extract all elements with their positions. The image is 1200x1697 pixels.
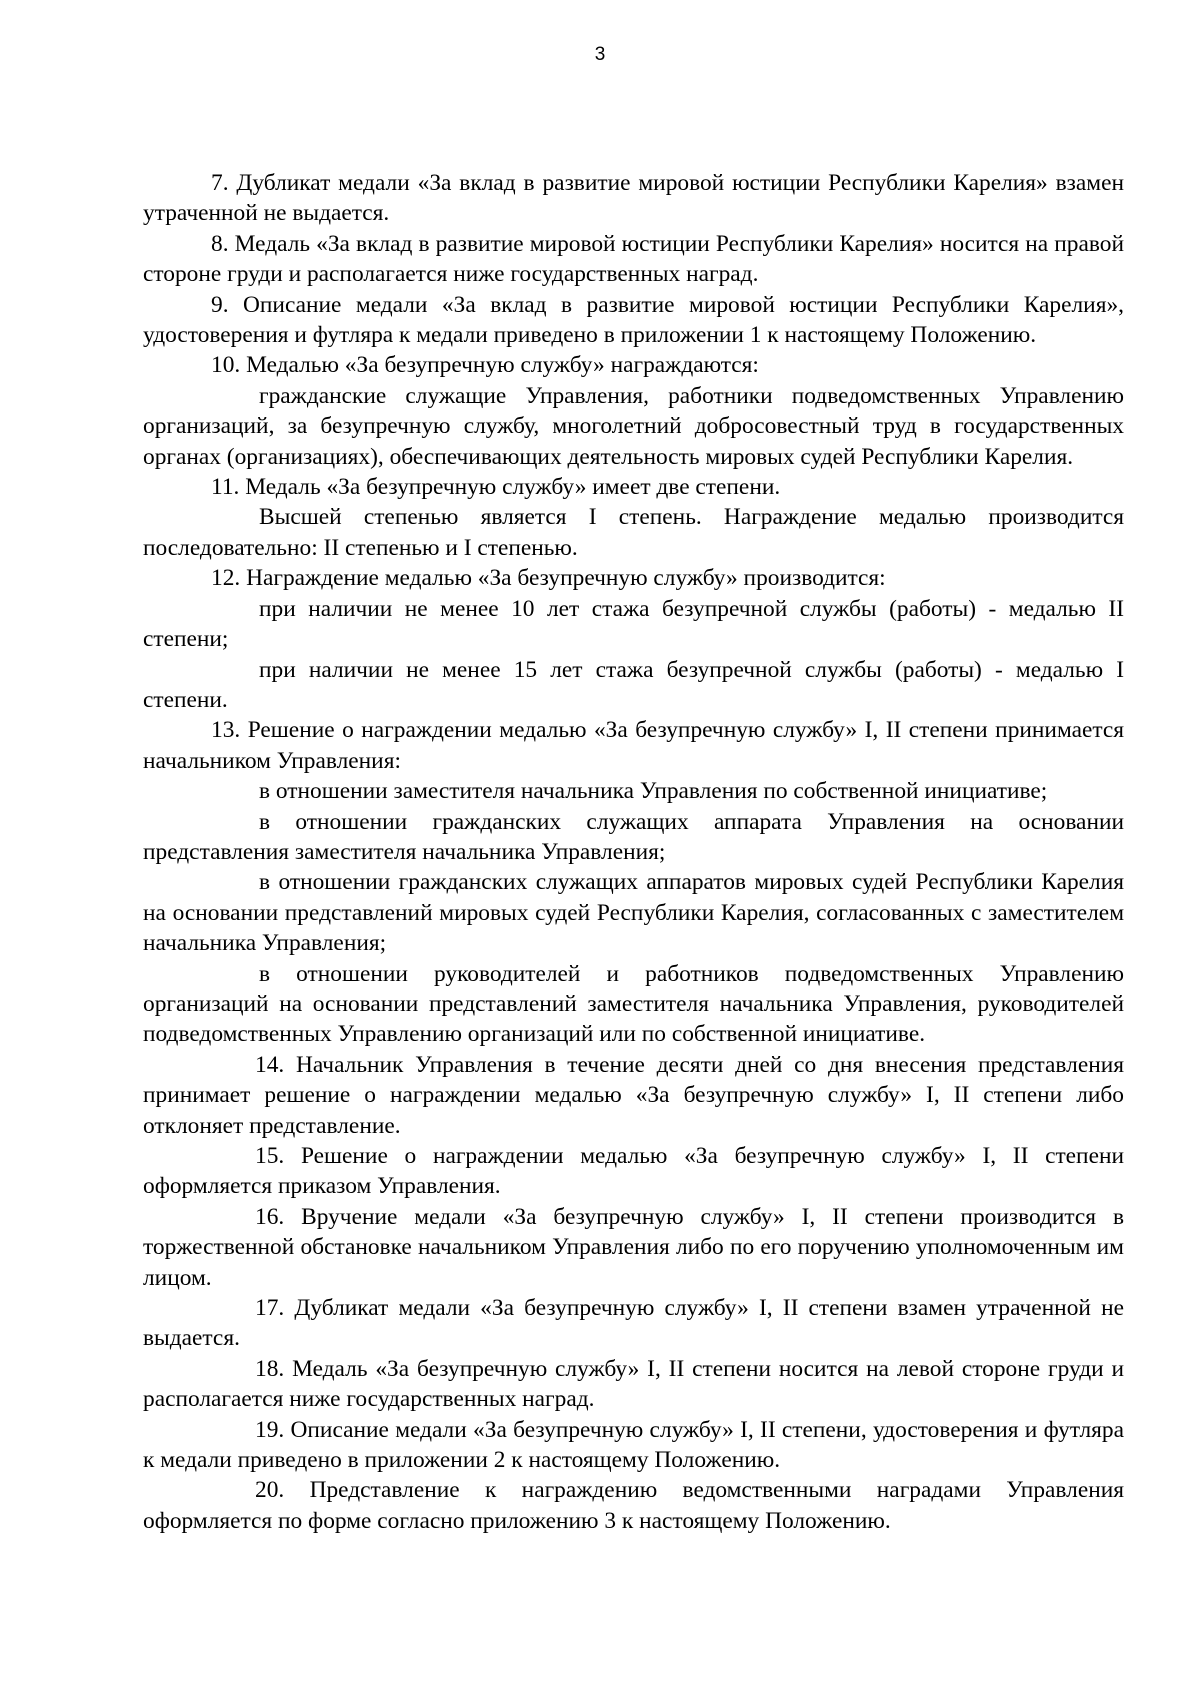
- paragraph-12-case-1: при наличии не менее 10 лет стажа безупречной службы (работы) - медалью II степени;: [143, 595, 1124, 653]
- page-number: 3: [594, 44, 606, 65]
- paragraph-19: 19. Описание медали «За безупречную службу» I, II степени, удостоверения и футляра к медали приведено в приложении 2 к настоящему Положению.: [143, 1416, 1124, 1474]
- paragraph-13-case-1: в отношении заместителя начальника Управления по собственной инициативе;: [259, 778, 1048, 805]
- paragraph-18: 18. Медаль «За безупречную службу» I, II степени носится на левой стороне груди и располагается ниже государственных наград.: [143, 1355, 1124, 1413]
- paragraph-9: 9. Описание медали «За вклад в развитие мировой юстиции Республики Карелия», удостоверения и футляра к медали приведено в приложении 1 к настоящему Положению.: [143, 291, 1124, 349]
- paragraph-11-text: Высшей степенью является I степень. Награждение медалью производится последовательно: II степенью и I степенью.: [143, 504, 1124, 561]
- paragraph-15: 15. Решение о награждении медалью «За безупречную службу» I, II степени оформляется приказом Управления.: [143, 1143, 1124, 1200]
- paragraph-10-text: гражданские служащие Управления, работники подведомственных Управлению организаций, за безупречную службу, многолетний добросовестный труд в государственных органах (организациях), обеспечивающих деятельность мировых судей Республики Карелия.: [143, 382, 1124, 470]
- paragraph-20: 20. Представление к награждению ведомственными наградами Управления оформляется по форме согласно приложению 3 к настоящему Положению.: [143, 1477, 1124, 1534]
- paragraph-10: 10. Медалью «За безупречную службу» награждаются:: [211, 352, 759, 379]
- paragraph-16: 16. Вручение медали «За безупречную службу» I, II степени производится в торжественной обстановке начальником Управления либо по его поручению уполномоченным им лицом.: [143, 1203, 1124, 1291]
- paragraph-13-case-3: в отношении гражданских служащих аппаратов мировых судей Республики Карелия на основании представлений мировых судей Республики Карелия, согласованных с заместителем начальника Управления;: [143, 869, 1124, 957]
- paragraph-14: 14. Начальник Управления в течение десяти дней со дня внесения представления принимает решение о награждении медалью «За безупречную службу» I, II степени либо отклоняет представление.: [143, 1051, 1124, 1139]
- paragraph-12-case-2: при наличии не менее 15 лет стажа безупречной службы (работы) - медалью I степени.: [143, 656, 1124, 713]
- paragraph-13-case-2: в отношении гражданских служащих аппарата Управления на основании представления заместителя начальника Управления;: [143, 808, 1124, 865]
- paragraph-13-case-4: в отношении руководителей и работников подведомственных Управлению организаций на основании представлений заместителя начальника Управления, руководителей подведомственных Управлению организаций или по собственной инициативе.: [143, 960, 1124, 1048]
- paragraph-8: 8. Медаль «За вклад в развитие мировой юстиции Республики Карелия» носится на правой стороне груди и располагается ниже государственных наград.: [143, 230, 1124, 288]
- paragraph-11: 11. Медаль «За безупречную службу» имеет две степени.: [211, 474, 781, 501]
- paragraph-13: 13. Решение о награждении медалью «За безупречную службу» I, II степени принимается начальником Управления:: [143, 717, 1124, 774]
- paragraph-12: 12. Награждение медалью «За безупречную службу» производится:: [211, 565, 886, 592]
- paragraph-7: 7. Дубликат медали «За вклад в развитие мировой юстиции Республики Карелия» взамен утраченной не выдается.: [143, 170, 1124, 227]
- document-body: [143, 168, 1124, 1536]
- paragraph-17: 17. Дубликат медали «За безупречную службу» I, II степени взамен утраченной не выдается.: [143, 1295, 1124, 1352]
